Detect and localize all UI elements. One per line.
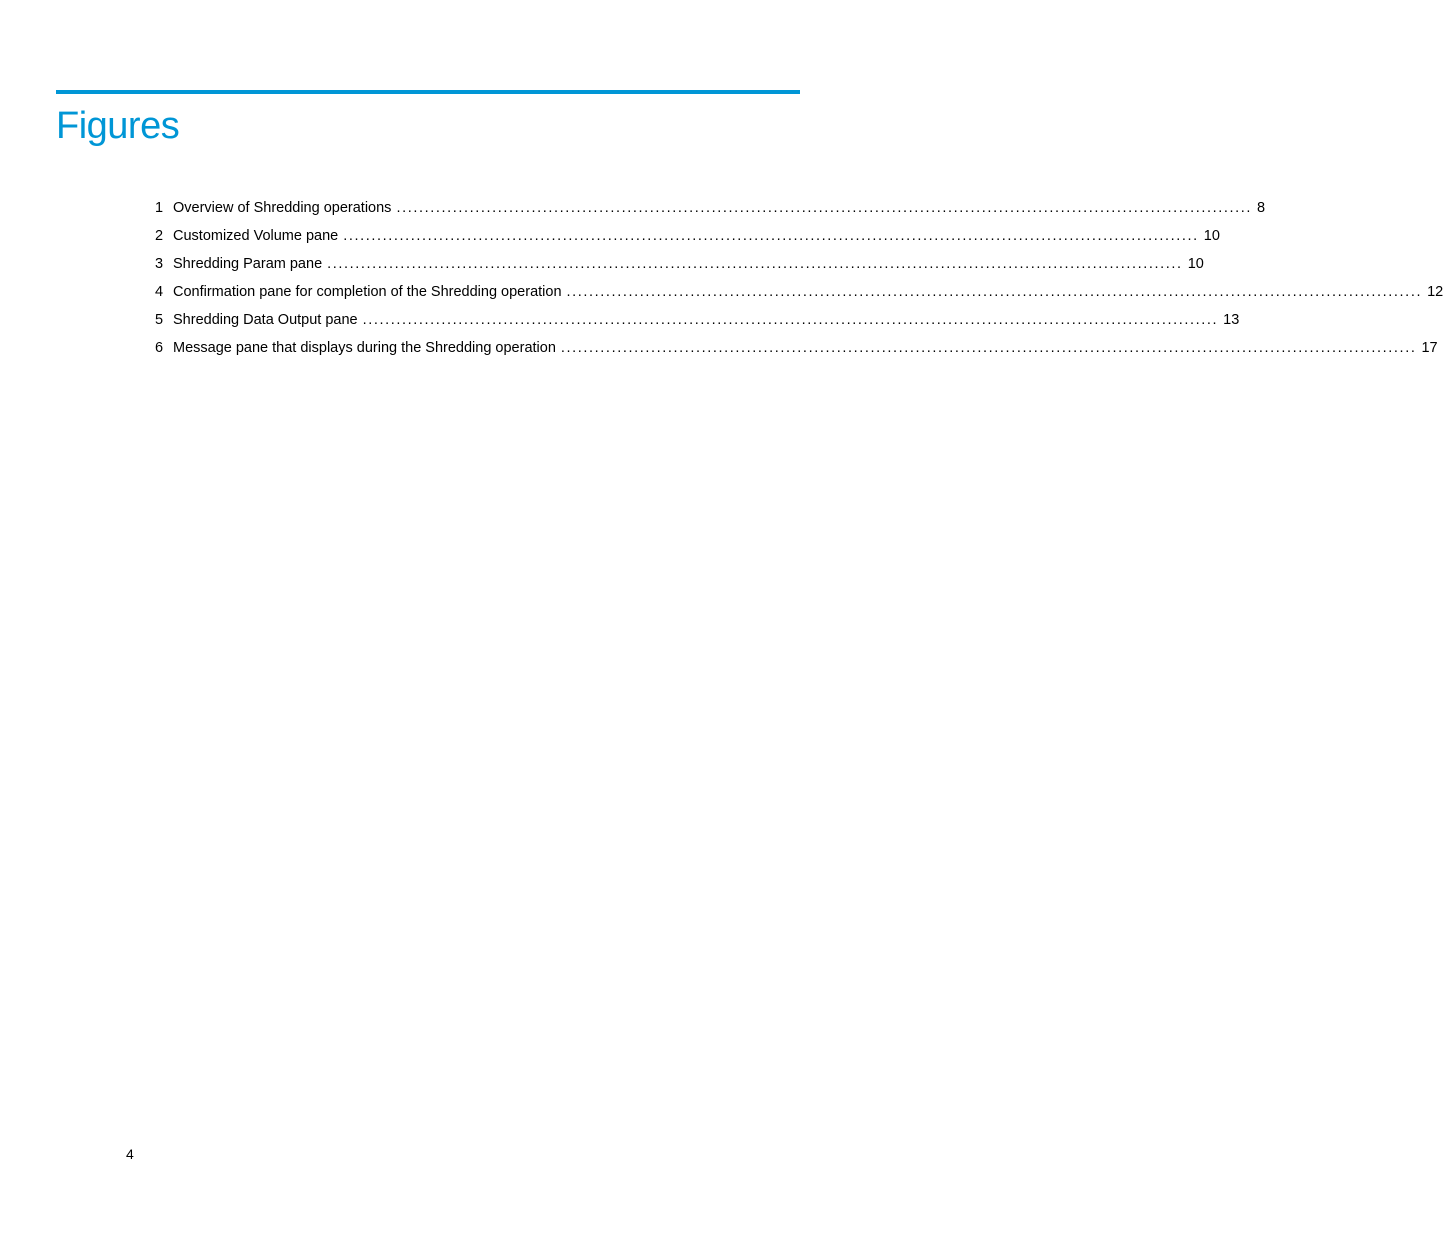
header-rule xyxy=(56,90,800,94)
toc-entry[interactable] xyxy=(155,224,1220,252)
dot-leader: ........................................................................................................................................................ xyxy=(362,312,1219,328)
figure-page: 8 xyxy=(1256,200,1266,216)
figure-title: Overview of Shredding operations xyxy=(173,200,392,216)
dot-leader: ........................................................................................................................................................ xyxy=(566,284,1423,300)
figure-title: Message pane that displays during the Shredding operation xyxy=(173,340,556,356)
page-number: 4 xyxy=(126,1146,134,1162)
figure-number: 2 xyxy=(155,228,164,244)
toc-entry[interactable] xyxy=(155,280,1443,308)
figure-page: 12 xyxy=(1427,284,1443,300)
dot-leader: ........................................................................................................................................................ xyxy=(327,256,1183,272)
figure-page: 17 xyxy=(1421,340,1438,356)
figure-page: 10 xyxy=(1203,228,1220,244)
figure-number: 6 xyxy=(155,340,164,356)
figure-number: 3 xyxy=(155,256,164,272)
dot-leader: ........................................................................................................................................................ xyxy=(396,200,1252,216)
dot-leader: ........................................................................................................................................................ xyxy=(343,228,1199,244)
toc-entry[interactable] xyxy=(155,308,1240,336)
figure-number: 5 xyxy=(155,312,164,328)
figure-title: Shredding Param pane xyxy=(173,256,323,272)
toc-entry[interactable] xyxy=(155,196,1266,224)
figures-list xyxy=(155,196,1443,364)
figure-title: Customized Volume pane xyxy=(173,228,339,244)
figure-number: 1 xyxy=(155,200,164,216)
page-title: Figures xyxy=(56,105,180,147)
toc-entry[interactable] xyxy=(155,336,1438,364)
toc-entry[interactable] xyxy=(155,252,1204,280)
dot-leader: ........................................................................................................................................................ xyxy=(560,340,1417,356)
figure-page: 13 xyxy=(1223,312,1240,328)
figure-title: Confirmation pane for completion of the Shredding operation xyxy=(173,284,562,300)
figure-title: Shredding Data Output pane xyxy=(173,312,358,328)
figure-page: 10 xyxy=(1187,256,1204,272)
figure-number: 4 xyxy=(155,284,164,300)
